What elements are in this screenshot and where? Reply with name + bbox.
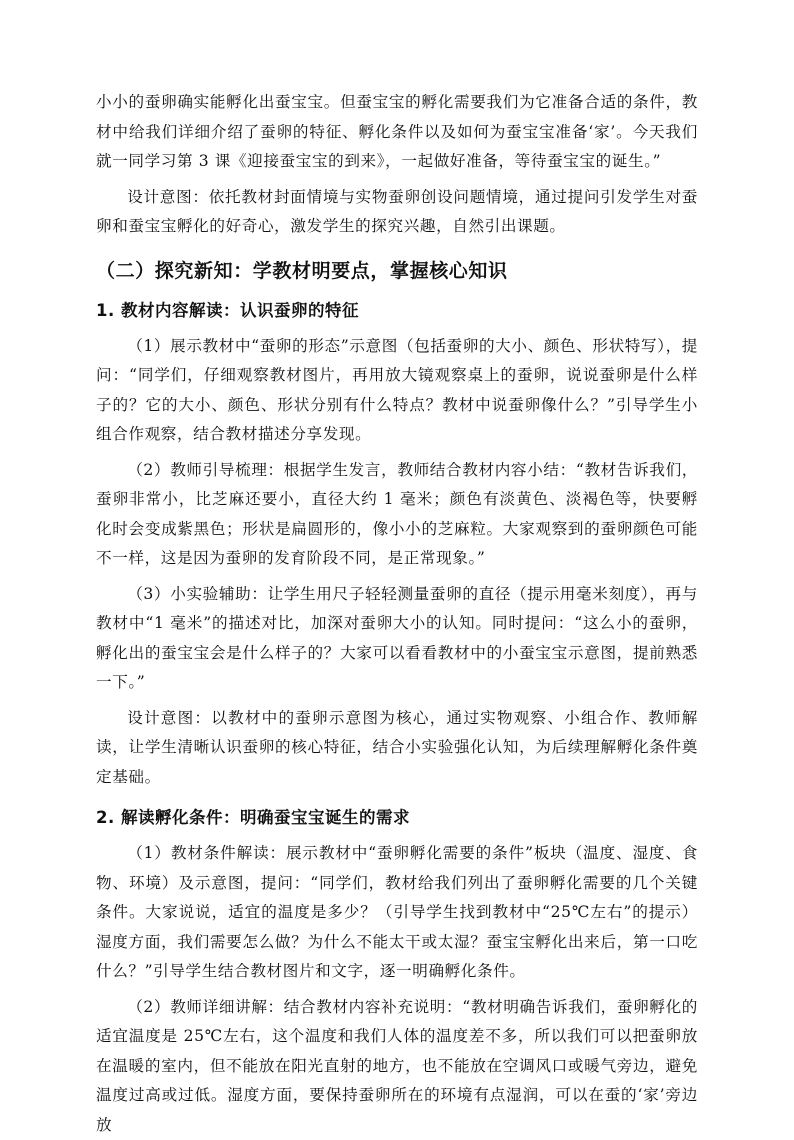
body-paragraph: （2）教师引导梳理：根据学生发言，教师结合教材内容小结：“教材告诉我们，蚕卵非常小，比芝麻还要小，直径大约 1 毫米；颜色有淡黄色、淡褐色等，快要孵化时会变成紫黑色；形状是扁圆形的，像小小的芝麻粒。大家观察到的蚕卵颜色可能不一样，这是因为蚕卵的发育阶段不同，是正常现象。”: [96, 456, 698, 574]
subsection-heading: 2. 解读孵化条件：明确蚕宝宝诞生的需求: [96, 803, 698, 833]
design-intent-paragraph: 设计意图：依托教材封面情境与实物蚕卵创设问题情境，通过提问引发学生对蚕卵和蚕宝宝孵化的好奇心，激发学生的探究兴趣，自然引出课题。: [96, 183, 698, 242]
intro-paragraph: 小小的蚕卵确实能孵化出蚕宝宝。但蚕宝宝的孵化需要我们为它准备合适的条件，教材中给我们详细介绍了蚕卵的特征、孵化条件以及如何为蚕宝宝准备‘家’。今天我们就一同学习第 3 课《迎接蚕宝宝的到来》，一起做好准备，等待蚕宝宝的诞生。”: [96, 88, 698, 177]
body-paragraph: （2）教师详细讲解：结合教材内容补充说明：“教材明确告诉我们，蚕卵孵化的适宜温度是 25℃左右，这个温度和我们人体的温度差不多，所以我们可以把蚕卵放在温暖的室内，但不能放在阳光直射的地方，也不能放在空调风口或暖气旁边，避免温度过高或过低。湿度方面，要保持蚕卵所在的环境有点湿润，可以在蚕的‘家’旁边放: [96, 993, 698, 1140]
body-paragraph: （3）小实验辅助：让学生用尺子轻轻测量蚕卵的直径（提示用毫米刻度），再与教材中“1 毫米”的描述对比，加深对蚕卵大小的认知。同时提问：“这么小的蚕卵，孵化出的蚕宝宝会是什么样子的？大家可以看看教材中的小蚕宝宝示意图，提前熟悉一下。”: [96, 580, 698, 698]
body-paragraph: （1）展示教材中“蚕卵的形态”示意图（包括蚕卵的大小、颜色、形状特写），提问：“同学们，仔细观察教材图片，再用放大镜观察桌上的蚕卵，说说蚕卵是什么样子的？它的大小、颜色、形状分别有什么特点？教材中说蚕卵像什么？”引导学生小组合作观察，结合教材描述分享发现。: [96, 332, 698, 450]
section-heading: （二）探究新知：学教材明要点，掌握核心知识: [96, 256, 698, 286]
design-intent-paragraph: 设计意图：以教材中的蚕卵示意图为核心，通过实物观察、小组合作、教师解读，让学生清晰认识蚕卵的核心特征，结合小实验强化认知，为后续理解孵化条件奠定基础。: [96, 704, 698, 793]
document-page: [96, 88, 698, 1140]
subsection-heading: 1. 教材内容解读：认识蚕卵的特征: [96, 296, 698, 326]
body-paragraph: （1）教材条件解读：展示教材中“蚕卵孵化需要的条件”板块（温度、湿度、食物、环境）及示意图，提问：“同学们，教材给我们列出了蚕卵孵化需要的几个关键条件。大家说说，适宜的温度是多少？（引导学生找到教材中“25℃左右”的提示）湿度方面，我们需要怎么做？为什么不能太干或太湿？蚕宝宝孵化出来后，第一口吃什么？”引导学生结合教材图片和文字，逐一明确孵化条件。: [96, 839, 698, 987]
